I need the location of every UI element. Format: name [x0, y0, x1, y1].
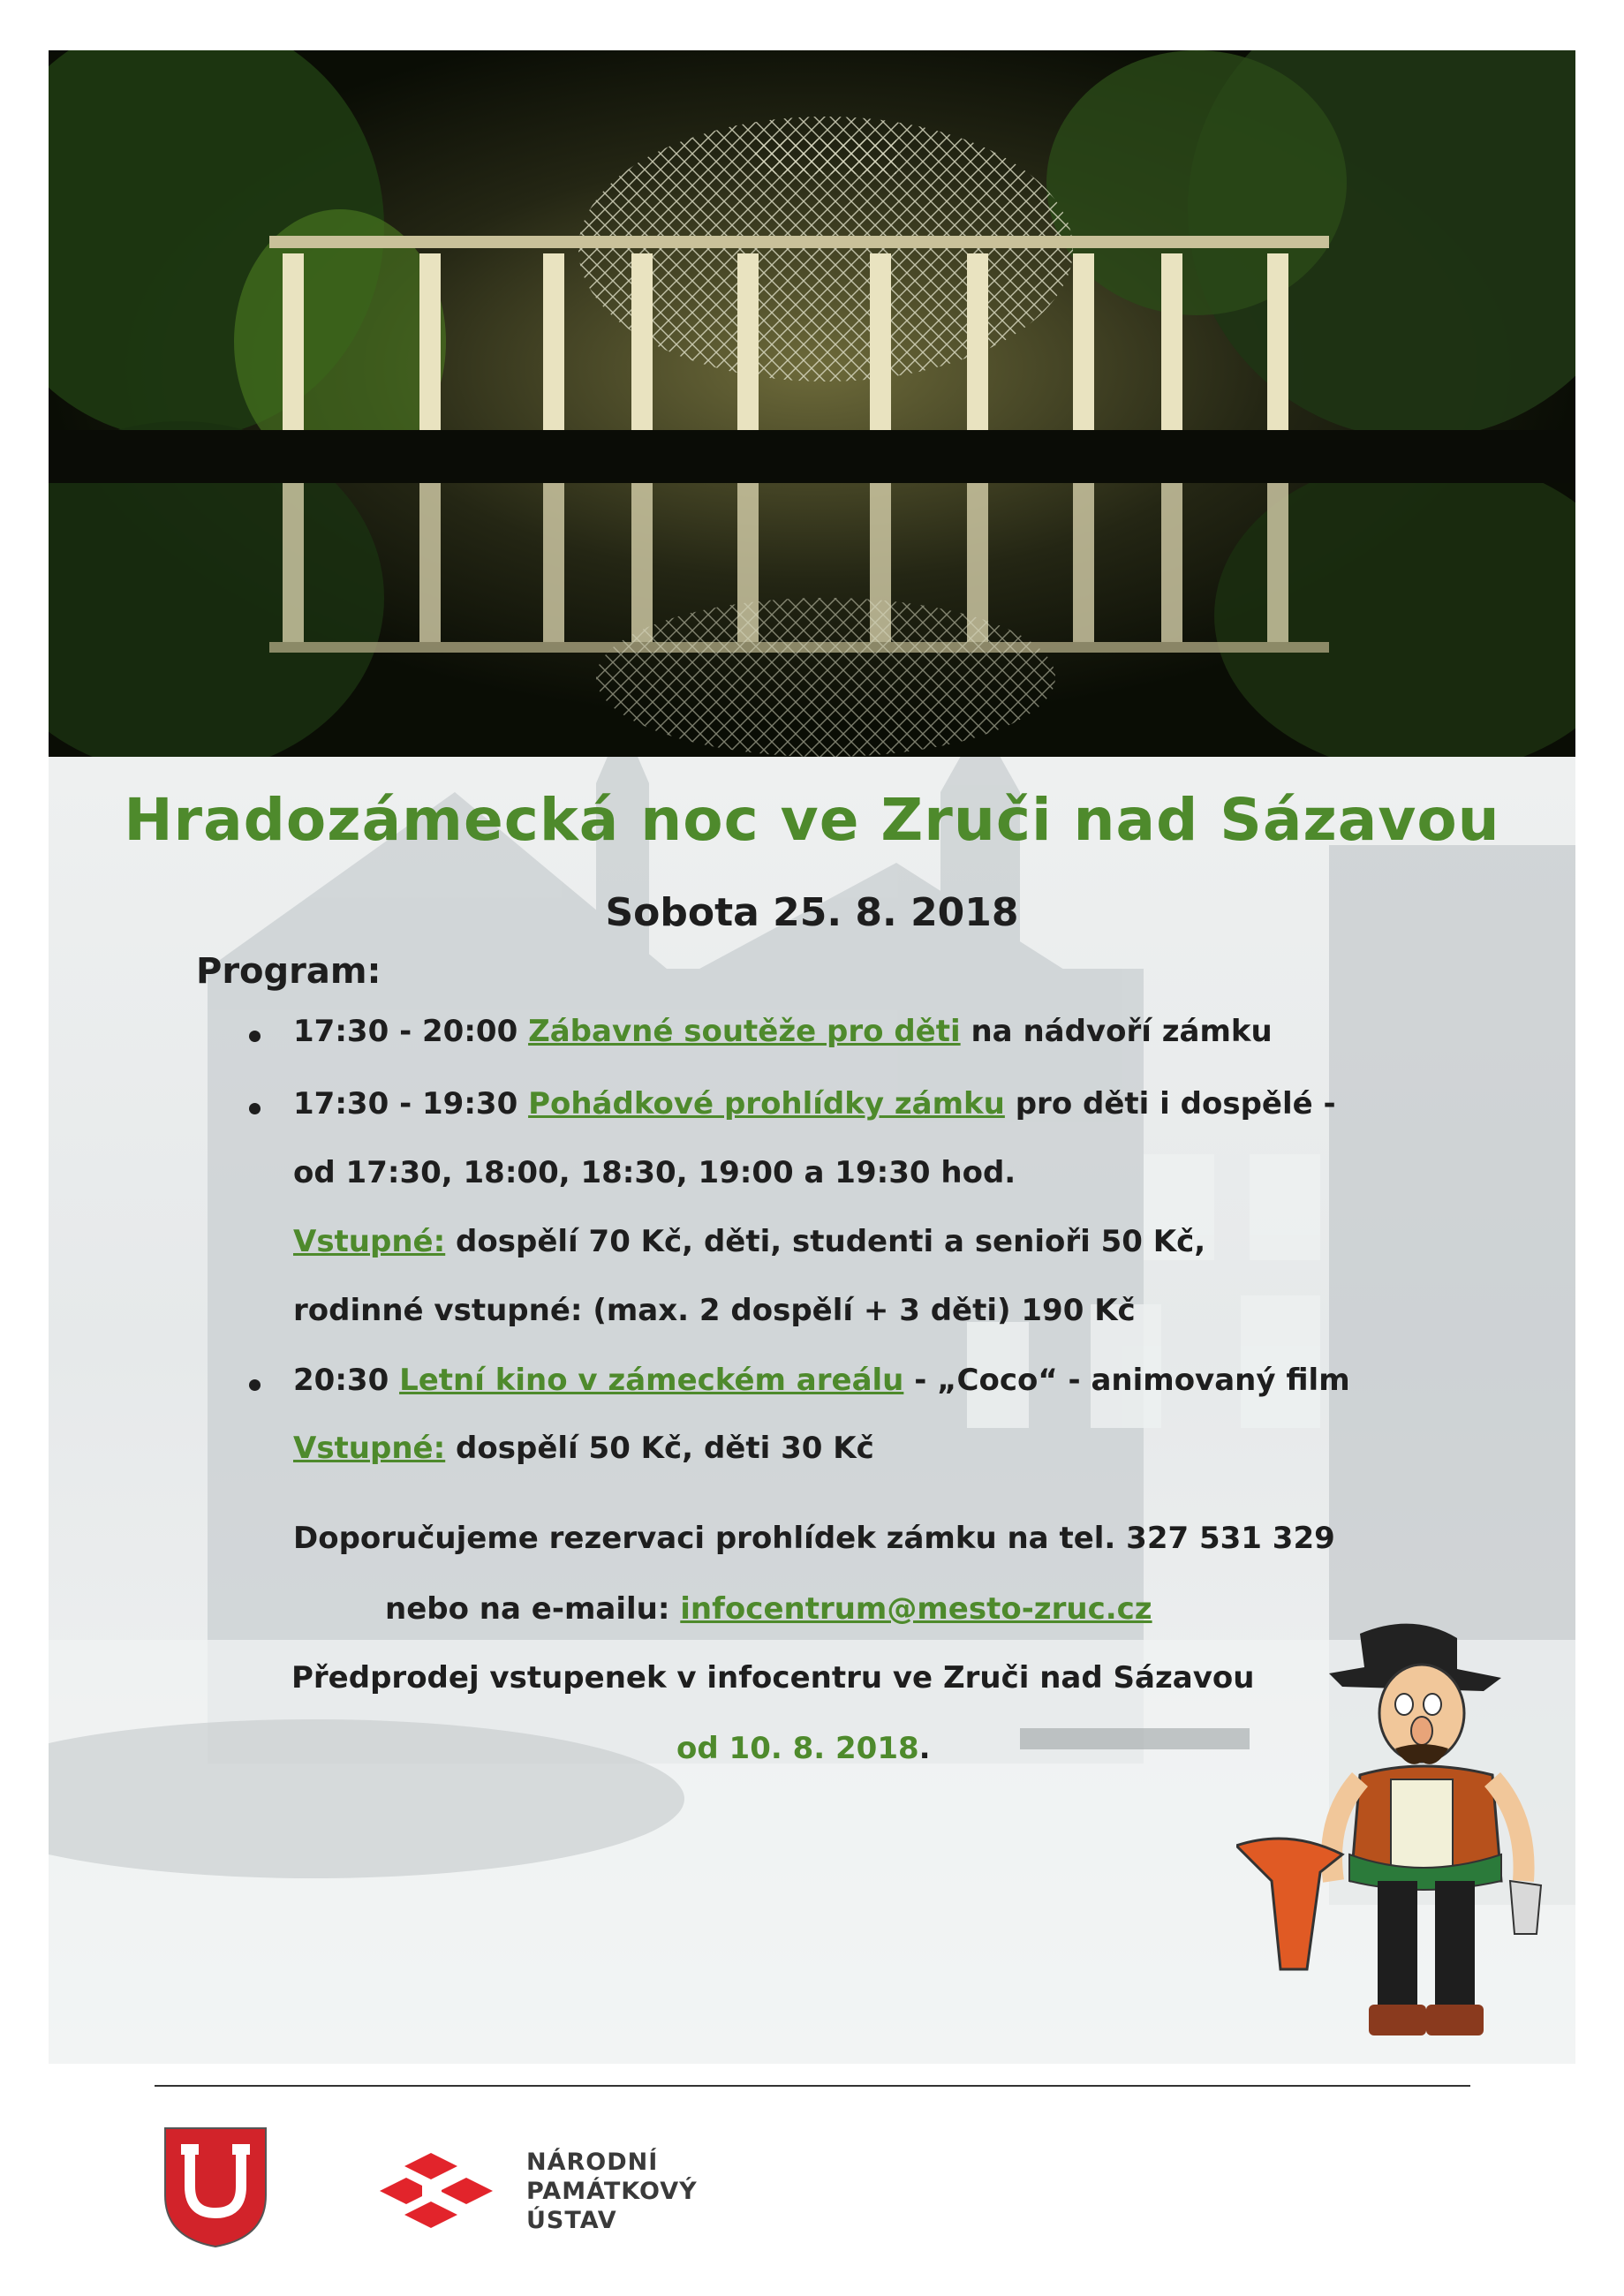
presale-period: . [918, 1731, 931, 1766]
reservation-text: Doporučujeme rezervaci prohlídek zámku na tel. 327 531 329 [293, 1521, 1335, 1556]
npu-line-2: PAMÁTKOVÝ [526, 2178, 698, 2205]
program-item-1 [293, 1014, 1273, 1049]
program-item-1-rest: na nádvoří zámku [960, 1014, 1273, 1049]
bullet-2 [249, 1103, 261, 1114]
tour-admission-label: Vstupné: [293, 1224, 446, 1259]
event-date: Sobota 25. 8. 2018 [605, 890, 1019, 935]
tour-times: od 17:30, 18:00, 18:30, 19:00 a 19:30 hod. [293, 1155, 1016, 1190]
gazebo-night-illustration [49, 50, 1575, 757]
tour-admission-prices: dospělí 70 Kč, děti, studenti a senioři 50 Kč, [445, 1224, 1206, 1259]
bullet-3 [249, 1379, 261, 1391]
program-item-3-link[interactable]: Letní kino v zámeckém areálu [399, 1363, 904, 1398]
presale-date: od 10. 8. 2018 [676, 1731, 919, 1766]
program-item-3 [293, 1363, 1350, 1398]
email-link[interactable]: infocentrum@mesto-zruc.cz [680, 1591, 1152, 1627]
cinema-admission-prices: dospělí 50 Kč, děti 30 Kč [445, 1431, 874, 1466]
program-item-2-link[interactable]: Pohádkové prohlídky zámku [528, 1086, 1005, 1122]
npu-logo-icon [378, 2153, 502, 2232]
tour-admission [293, 1224, 1205, 1259]
program-item-1-link[interactable]: Zábavné soutěže pro děti [528, 1014, 961, 1049]
cinema-admission-label: Vstupné: [293, 1431, 446, 1466]
program-item-2-rest: pro děti i dospělé - [1004, 1086, 1336, 1122]
presale-text: Předprodej vstupenek v infocentru ve Zruči nad Sázavou [291, 1660, 1255, 1696]
program-item-3-rest: - „Coco“ - animovaný film [903, 1363, 1350, 1398]
cartoon-character-illustration [1236, 1616, 1581, 2058]
program-item-2 [293, 1086, 1336, 1122]
program-item-1-time: 17:30 - 20:00 [293, 1014, 529, 1049]
email-line [385, 1591, 1152, 1627]
npu-line-1: NÁRODNÍ [526, 2149, 659, 2176]
program-item-2-time: 17:30 - 19:30 [293, 1086, 529, 1122]
program-item-3-time: 20:30 [293, 1363, 400, 1398]
program-heading: Program: [196, 951, 381, 992]
cinema-admission [293, 1431, 874, 1466]
presale-date-line [676, 1731, 931, 1766]
email-prefix: nebo na e-mailu: [385, 1591, 681, 1627]
event-title: Hradozámecká noc ve Zruči nad Sázavou [124, 786, 1500, 854]
family-admission: rodinné vstupné: (max. 2 dospělí + 3 děti) 190 Kč [293, 1293, 1136, 1328]
footer-divider [155, 2085, 1470, 2087]
bullet-1 [249, 1031, 261, 1042]
gazebo-night-photo [49, 50, 1575, 757]
coat-of-arms-icon [162, 2125, 269, 2248]
npu-line-3: ÚSTAV [526, 2207, 617, 2234]
npu-name [526, 2148, 698, 2235]
